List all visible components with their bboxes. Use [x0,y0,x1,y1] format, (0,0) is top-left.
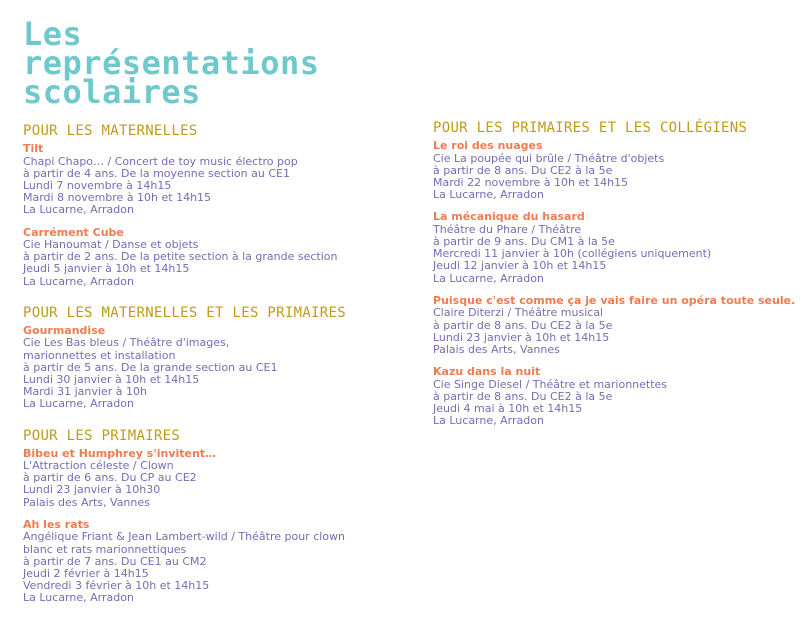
show-entry [433,140,803,201]
page-title [23,15,383,111]
page-title-line: représentations [23,44,320,82]
show-detail-line: La Lucarne, Arradon [23,274,134,288]
show-detail-line: Lundi 23 janvier à 10h et 14h15 [433,330,610,344]
show-title: Puisque c'est comme ça je vais faire un opéra toute seule. [433,293,796,307]
show-detail-line: à partir de 6 ans. Du CP au CE2 [23,471,197,485]
show-detail-line: à partir de 8 ans. Du CE2 à la 5e [433,389,613,403]
show-title: Kazu dans la nuit [433,365,541,379]
show-detail-line: Vendredi 3 février à 10h et 14h15 [23,579,210,593]
show-detail-line: Théâtre du Phare / Théâtre [433,222,582,236]
show-detail-line: La Lucarne, Arradon [433,271,544,285]
show-title: La mécanique du hasard [433,210,585,224]
show-detail-line: Claire Diterzi / Théâtre musical [433,306,604,320]
show-detail-line: Mercredi 11 janvier à 10h (collégiens uniquement) [433,247,712,261]
audience-section [23,427,403,605]
show-detail-line: Jeudi 2 février à 14h15 [23,566,149,580]
audience-section [433,119,803,427]
show-detail-line: Cie Les Bas bleus / Théâtre d'images, [23,336,230,350]
show-title: Carrément Cube [23,225,124,239]
show-detail-line: Jeudi 12 janvier à 10h et 14h15 [433,259,607,273]
audience-section [23,304,403,411]
show-detail-line: Lundi 7 novembre à 14h15 [23,178,172,192]
show-detail-line: La Lucarne, Arradon [23,203,134,217]
show-detail-line: Angélique Friant & Jean Lambert-wild / Théâtre pour clown [23,530,345,544]
show-detail-line: à partir de 9 ans. Du CM1 à la 5e [433,235,615,249]
show-detail-line: Lundi 23 janvier à 10h30 [23,483,161,497]
page-title-line: Les [23,15,83,53]
left-column [23,122,403,621]
show-detail-line: Mardi 8 novembre à 10h et 14h15 [23,191,212,205]
audience-section [23,122,403,288]
show-detail-line: marionnettes et installation [23,348,176,362]
show-detail-line: Jeudi 5 janvier à 10h et 14h15 [23,262,190,276]
show-entry [433,295,803,356]
show-detail-line: à partir de 2 ans. De la petite section à la grande section [23,250,338,264]
show-entry [433,211,803,285]
show-detail-line: à partir de 5 ans. De la grande section au CE1 [23,360,278,374]
show-detail-line: Cie Hanoumat / Danse et objets [23,238,199,252]
show-detail-line: blanc et rats marionnettiques [23,542,187,556]
section-heading: POUR LES MATERNELLES ET LES PRIMAIRES [23,304,346,321]
show-detail-line: Chapi Chapo… / Concert de toy music électro pop [23,154,298,168]
page-title-line: scolaires [23,73,201,111]
show-detail-line: Palais des Arts, Vannes [23,495,150,509]
show-detail-line: La Lucarne, Arradon [433,188,544,202]
show-title: Le roi des nuages [433,139,543,152]
show-detail-line: Mardi 31 janvier à 10h [23,385,147,399]
show-entry [23,143,403,217]
show-detail-line: à partir de 7 ans. Du CE1 au CM2 [23,554,207,568]
show-entry [23,519,403,605]
show-detail-line: Jeudi 4 mai à 10h et 14h15 [433,402,583,416]
show-entry [23,325,403,411]
show-entry [23,227,403,288]
show-detail-line: à partir de 8 ans. Du CE2 à la 5e [433,163,613,177]
show-detail-line: Cie Singe Diesel / Théâtre et marionnettes [433,377,668,391]
show-detail-line: à partir de 8 ans. Du CE2 à la 5e [433,318,613,332]
show-detail-line: La Lucarne, Arradon [23,397,134,411]
show-title: Ah les rats [23,517,90,531]
right-column [433,119,803,443]
show-detail-line: L'Attraction céleste / Clown [23,459,174,473]
show-entry [433,366,803,427]
show-detail-line: à partir de 4 ans. De la moyenne section au CE1 [23,166,290,180]
section-heading: POUR LES MATERNELLES [23,123,198,139]
show-title: Tilt [23,142,44,155]
section-heading: POUR LES PRIMAIRES [23,427,181,444]
show-detail-line: La Lucarne, Arradon [433,414,544,428]
show-detail-line: Mardi 22 novembre à 10h et 14h15 [433,175,629,189]
show-detail-line: Lundi 30 janvier à 10h et 14h15 [23,372,200,386]
show-detail-line: La Lucarne, Arradon [23,591,134,605]
show-detail-line: Palais des Arts, Vannes [433,342,560,356]
show-title: Gourmandise [23,323,106,337]
show-detail-line: Cie La poupée qui brûle / Théâtre d'objets [433,151,665,165]
section-heading: POUR LES PRIMAIRES ET LES COLLÉGIENS [433,120,748,136]
show-title: Bibeu et Humphrey s'invitent… [23,446,217,460]
show-entry [23,448,403,509]
